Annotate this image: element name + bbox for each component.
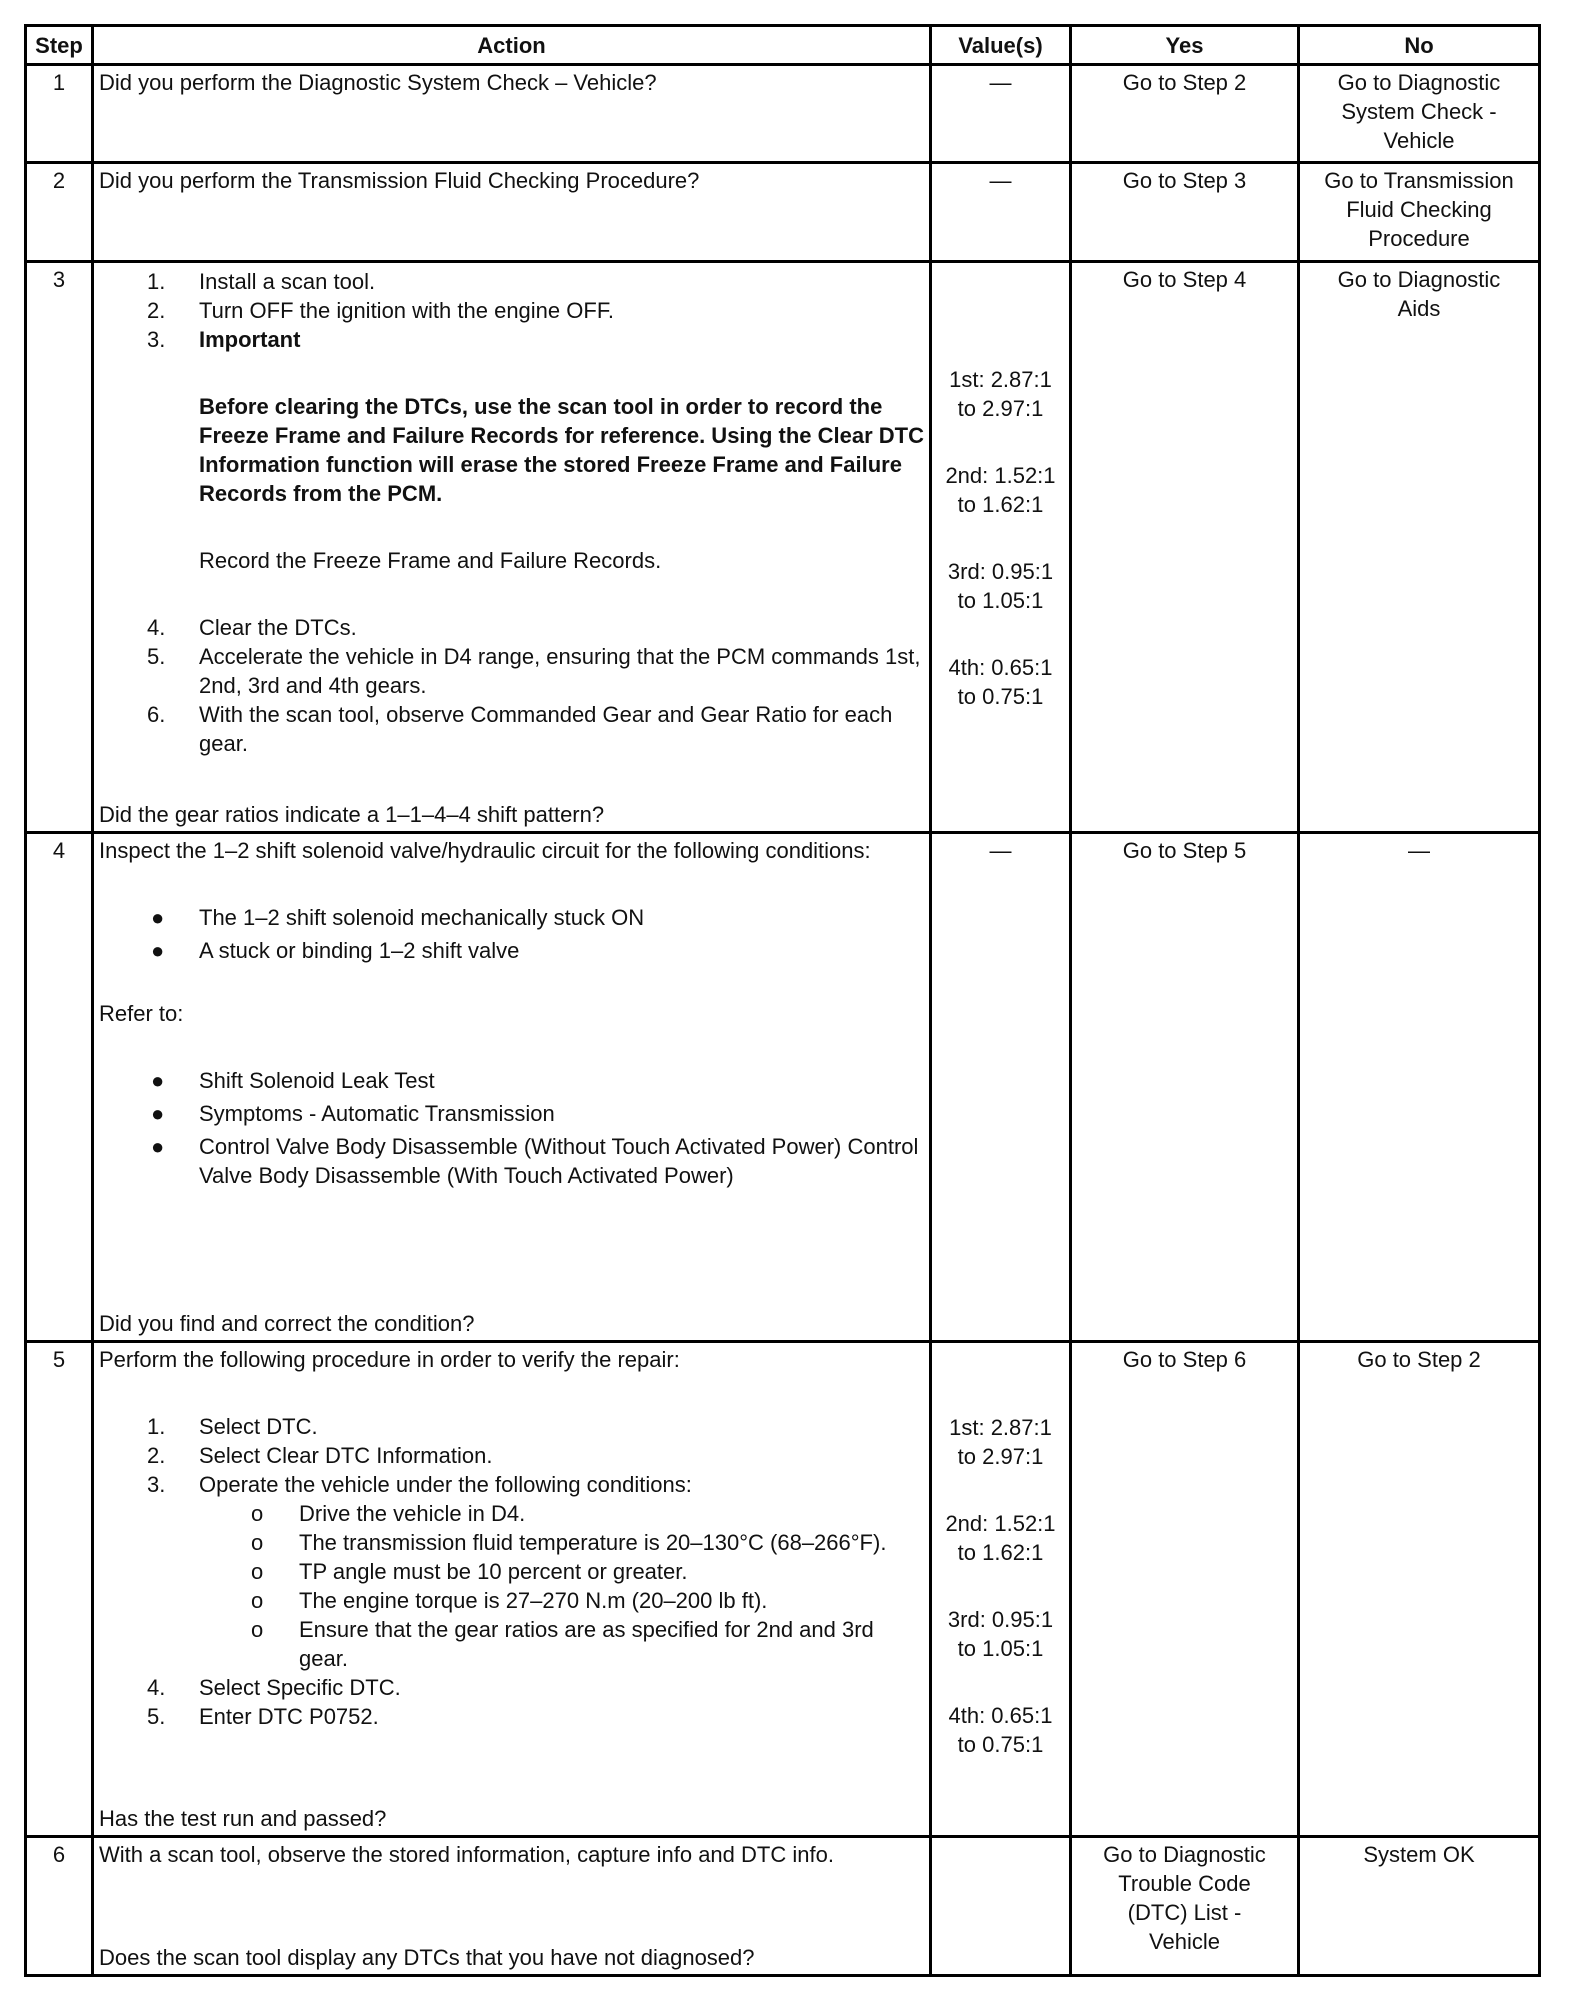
yes-link[interactable]: Go to Step 2 [1122, 70, 1247, 95]
bullet-icon: ● [151, 1068, 165, 1093]
ratio-line: 1st: 2.87:1 [949, 1415, 1052, 1440]
sublist-item [99, 1528, 924, 1557]
action-cell [93, 163, 931, 262]
list-text: The 1–2 shift solenoid mechanically stuck ON [199, 905, 645, 930]
refer-label: Refer to: [99, 1001, 184, 1026]
list-item [99, 325, 924, 354]
list-text: The engine torque is 27–270 N.m (20–200 lb ft). [299, 1588, 768, 1613]
yes-link-line[interactable]: Trouble Code [1118, 1871, 1251, 1896]
list-number: 2. [147, 1443, 166, 1468]
ratio-line: 4th: 0.65:1 [948, 1703, 1053, 1728]
no-status: System OK [1363, 1842, 1475, 1867]
condition-sublist [99, 1499, 924, 1673]
ratio-4th [937, 653, 1064, 711]
important-note: Before clearing the DTCs, use the scan tool in order to record the Freeze Frame and Failure Records for reference. Using the Clear DTC Information function will erase the stored Freeze Frame and Failure Records from the PCM. [199, 394, 925, 506]
list-item [99, 1066, 924, 1095]
sublist-item [99, 1586, 924, 1615]
action-cell [93, 262, 931, 833]
list-number: 5. [147, 644, 166, 669]
list-item [99, 700, 924, 758]
bullet-icon: ● [151, 938, 165, 963]
bullet-icon: ● [151, 905, 165, 930]
yes-link[interactable]: Go to Step 6 [1122, 1347, 1247, 1372]
header-values: Value(s) [931, 26, 1071, 65]
ratio-1st [937, 1413, 1064, 1471]
no-cell [1299, 1342, 1540, 1837]
question-text: Has the test run and passed? [99, 1806, 387, 1831]
action-text: With a scan tool, observe the stored information, capture info and DTC info. [99, 1842, 834, 1867]
ratio-1st [937, 365, 1064, 423]
inspect-intro: Inspect the 1–2 shift solenoid valve/hydraulic circuit for the following conditions: [99, 838, 871, 863]
ratio-line: to 2.97:1 [957, 396, 1044, 421]
no-link-line[interactable]: System Check - [1341, 99, 1497, 124]
ratio-3rd [937, 1605, 1064, 1663]
no-link-line[interactable]: Vehicle [1383, 128, 1455, 153]
header-row [26, 26, 1540, 65]
record-instruction: Record the Freeze Frame and Failure Records. [199, 548, 662, 573]
action-cell [93, 833, 931, 1342]
value-cell: — [931, 163, 1071, 262]
no-link-line[interactable]: Procedure [1368, 226, 1470, 251]
circle-bullet-icon: o [251, 1559, 264, 1584]
yes-link-line[interactable]: (DTC) List - [1127, 1900, 1242, 1925]
ratio-line: 2nd: 1.52:1 [945, 1511, 1056, 1536]
sublist-item [99, 1615, 924, 1673]
list-text: Enter DTC P0752. [199, 1704, 379, 1729]
list-item [99, 642, 924, 700]
no-link-line[interactable]: Go to Diagnostic [1337, 267, 1501, 292]
yes-link-line[interactable]: Vehicle [1149, 1929, 1220, 1954]
question-text: Did the gear ratios indicate a 1–1–4–4 shift pattern? [99, 802, 605, 827]
table-row [26, 1837, 1540, 1976]
no-link[interactable]: Go to Step 2 [1357, 1347, 1481, 1372]
ratio-line: 4th: 0.65:1 [948, 655, 1053, 680]
header-yes: Yes [1071, 26, 1299, 65]
question-text: Did you find and correct the condition? [99, 1311, 475, 1336]
list-number: 1. [147, 269, 166, 294]
action-cell [93, 1342, 931, 1837]
list-text: Operate the vehicle under the following conditions: [199, 1472, 692, 1497]
list-number: 4. [147, 615, 166, 640]
no-cell [1299, 1837, 1540, 1976]
no-link-line[interactable]: Fluid Checking [1346, 197, 1492, 222]
list-item [99, 936, 924, 965]
ratio-4th [937, 1701, 1064, 1759]
yes-cell [1071, 1342, 1299, 1837]
list-number: 3. [147, 327, 166, 352]
ratio-line: to 0.75:1 [957, 1732, 1044, 1757]
no-cell: — [1299, 833, 1540, 1342]
list-item [99, 903, 924, 932]
list-number: 6. [147, 702, 166, 727]
yes-link[interactable]: Go to Step 4 [1122, 267, 1247, 292]
action-steps-group [99, 836, 924, 1194]
value-cell: — [931, 833, 1071, 1342]
value-cell: — [931, 65, 1071, 163]
list-item [99, 1702, 924, 1731]
header-step: Step [26, 26, 93, 65]
value-cell [931, 1837, 1071, 1976]
yes-cell [1071, 833, 1299, 1342]
action-steps-group [99, 265, 924, 758]
list-text: Select Specific DTC. [199, 1675, 401, 1700]
yes-link[interactable]: Go to Step 5 [1122, 838, 1247, 863]
ratio-2nd [937, 1509, 1064, 1567]
yes-link[interactable]: Go to Step 3 [1122, 168, 1247, 193]
question-text: Does the scan tool display any DTCs that you have not diagnosed? [99, 1945, 755, 1970]
step-number: 4 [26, 833, 93, 1342]
list-text: Clear the DTCs. [199, 615, 357, 640]
list-text: The transmission fluid temperature is 20–130°C (68–266°F). [299, 1530, 887, 1555]
diagnostic-table [24, 24, 1541, 1977]
list-item [99, 1441, 924, 1470]
list-text: Select Clear DTC Information. [199, 1443, 493, 1468]
list-number: 1. [147, 1414, 166, 1439]
header-no: No [1299, 26, 1540, 65]
action-cell [93, 1837, 931, 1976]
action-text: Did you perform the Transmission Fluid Checking Procedure? [99, 168, 700, 193]
list-number: 3. [147, 1472, 166, 1497]
no-link-line[interactable]: Go to Transmission [1324, 168, 1514, 193]
reference-link[interactable]: Control Valve Body Disassemble (Without Touch Activated Power) Control Valve Body Disassemble (With Touch Activated Power) [199, 1134, 919, 1188]
bullet-icon: ● [151, 1101, 165, 1126]
list-text: Drive the vehicle in D4. [299, 1501, 526, 1526]
no-cell [1299, 163, 1540, 262]
sublist-item [99, 1499, 924, 1528]
numbered-list [99, 1412, 924, 1731]
value-cell [931, 1342, 1071, 1837]
value-cell [931, 262, 1071, 833]
list-text: TP angle must be 10 percent or greater. [299, 1559, 688, 1584]
step-number: 5 [26, 1342, 93, 1837]
ratio-3rd [937, 557, 1064, 615]
reference-list [99, 1066, 924, 1190]
ratio-line: 3rd: 0.95:1 [947, 1607, 1054, 1632]
yes-cell [1071, 262, 1299, 833]
condition-list [99, 903, 924, 965]
list-item [99, 1412, 924, 1441]
ratio-line: to 1.05:1 [957, 1636, 1044, 1661]
table-row [26, 163, 1540, 262]
ratio-line: to 1.62:1 [957, 1540, 1044, 1565]
step-number: 1 [26, 65, 93, 163]
yes-cell [1071, 163, 1299, 262]
list-item [99, 1470, 924, 1673]
important-label: Important [199, 327, 301, 352]
no-cell [1299, 262, 1540, 833]
list-item [99, 1673, 924, 1702]
yes-link-line[interactable]: Go to Diagnostic [1103, 1842, 1266, 1867]
table-row [26, 1342, 1540, 1837]
bullet-icon: ● [151, 1134, 165, 1159]
list-item [99, 1132, 924, 1190]
ratio-line: to 0.75:1 [957, 684, 1044, 709]
ratio-line: to 1.05:1 [957, 588, 1044, 613]
list-text: Turn OFF the ignition with the engine OFF. [199, 298, 614, 323]
reference-link[interactable]: Shift Solenoid Leak Test [199, 1068, 435, 1093]
list-item [99, 613, 924, 642]
ratio-line: to 1.62:1 [957, 492, 1044, 517]
list-item [99, 1099, 924, 1128]
no-link-line[interactable]: Go to Diagnostic [1337, 70, 1501, 95]
yes-cell [1071, 65, 1299, 163]
circle-bullet-icon: o [251, 1588, 264, 1613]
list-text: A stuck or binding 1–2 shift valve [199, 938, 520, 963]
sublist-item [99, 1557, 924, 1586]
step-number: 6 [26, 1837, 93, 1976]
list-number: 5. [147, 1704, 166, 1729]
step-number: 2 [26, 163, 93, 262]
list-text: With the scan tool, observe Commanded Gear and Gear Ratio for each gear. [199, 702, 893, 756]
table-row [26, 833, 1540, 1342]
ratio-2nd [937, 461, 1064, 519]
ratio-line: 2nd: 1.52:1 [945, 463, 1056, 488]
list-item [99, 296, 924, 325]
list-item [99, 267, 924, 296]
numbered-list [99, 267, 924, 354]
list-text: Ensure that the gear ratios are as specified for 2nd and 3rd gear. [299, 1617, 874, 1671]
step-number: 3 [26, 262, 93, 833]
list-text: Install a scan tool. [199, 269, 376, 294]
no-link-line[interactable]: Aids [1397, 296, 1441, 321]
list-text: Select DTC. [199, 1414, 318, 1439]
procedure-intro: Perform the following procedure in order to verify the repair: [99, 1347, 680, 1372]
yes-cell [1071, 1837, 1299, 1976]
ratio-line: 1st: 2.87:1 [949, 367, 1052, 392]
list-text: Accelerate the vehicle in D4 range, ensuring that the PCM commands 1st, 2nd, 3rd and 4th gears. [199, 644, 921, 698]
circle-bullet-icon: o [251, 1501, 264, 1526]
ratio-line: to 2.97:1 [957, 1444, 1044, 1469]
table-row [26, 65, 1540, 163]
reference-link[interactable]: Symptoms - Automatic Transmission [199, 1101, 555, 1126]
list-number: 2. [147, 298, 166, 323]
table-row [26, 262, 1540, 833]
ratio-line: 3rd: 0.95:1 [947, 559, 1054, 584]
action-steps-group [99, 1345, 924, 1731]
list-number: 4. [147, 1675, 166, 1700]
numbered-list [99, 613, 924, 758]
action-cell [93, 65, 931, 163]
circle-bullet-icon: o [251, 1530, 264, 1555]
action-text: Did you perform the Diagnostic System Check – Vehicle? [99, 70, 657, 95]
circle-bullet-icon: o [251, 1617, 264, 1642]
no-cell [1299, 65, 1540, 163]
header-action: Action [93, 26, 931, 65]
